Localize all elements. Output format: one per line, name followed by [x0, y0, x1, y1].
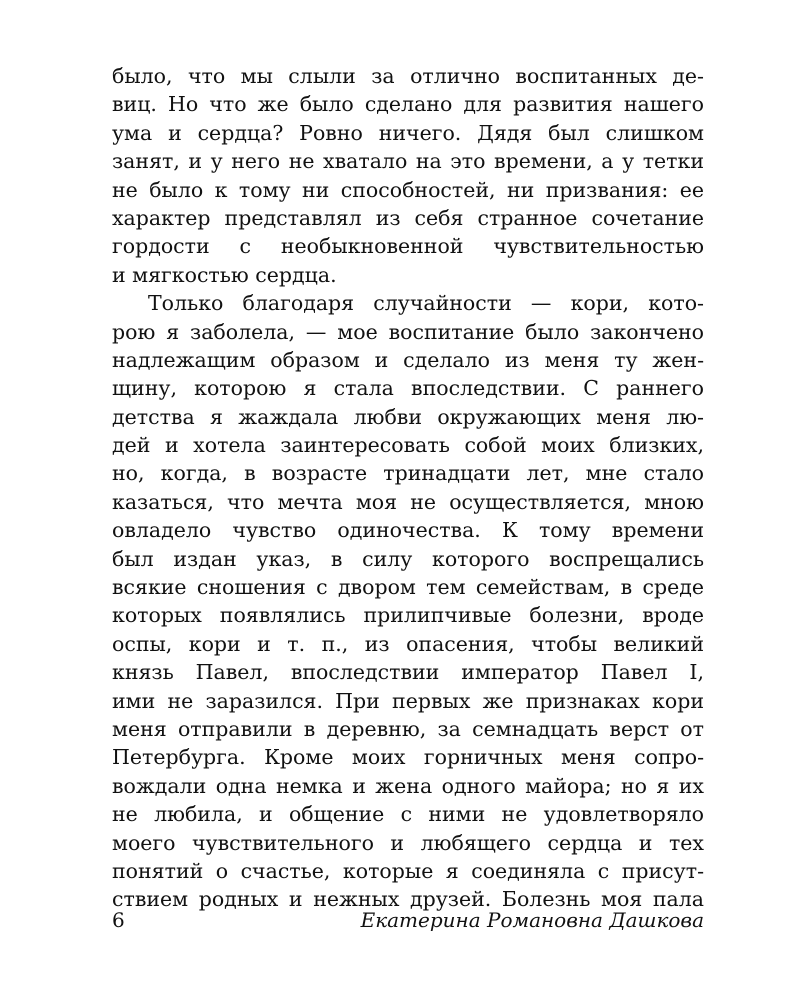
text-line: но, когда, в возрасте тринадцати лет, мне стало [112, 461, 704, 486]
paragraph [112, 289, 704, 914]
page-text [112, 62, 704, 914]
text-line: понятий о счастье, которые я соединяла с присут- [112, 858, 704, 883]
text-line: казаться, что мечта моя не осуществляется, мною [112, 489, 704, 514]
text-line: детства я жаждала любви окружающих меня лю- [112, 404, 704, 429]
text-line: занят, и у него не хватало на это времени, а у тетки [112, 149, 704, 174]
text-line: надлежащим образом и сделало из меня ту жен- [112, 347, 704, 372]
text-line: которых появлялись прилипчивые болезни, вроде [112, 603, 704, 628]
text-line: не любила, и общение с ними не удовлетворяло [112, 802, 704, 827]
text-line: характер представлял из себя странное сочетание [112, 205, 704, 230]
page-footer [112, 908, 704, 938]
text-line: щину, которою я стала впоследствии. С раннего [112, 376, 704, 401]
running-title: Екатерина Романовна Дашкова [360, 908, 704, 932]
page-number: 6 [112, 908, 125, 932]
text-line: ума и сердца? Ровно ничего. Дядя был слишком [112, 120, 704, 145]
text-line: моего чувствительного и любящего сердца и тех [112, 830, 704, 855]
text-line: меня отправили в деревню, за семнадцать верст от [112, 716, 704, 741]
text-line: оспы, кори и т. п., из опасения, чтобы великий [112, 631, 704, 656]
text-line: рою я заболела, — мое воспитание было закончено [112, 319, 704, 344]
text-line: не было к тому ни способностей, ни призвания: ее [112, 177, 704, 202]
text-line: дей и хотела заинтересовать собой моих близких, [112, 433, 704, 458]
text-line: Петербурга. Кроме моих горничных меня сопро- [112, 745, 704, 770]
text-line: ствием родных и нежных друзей. Болезнь моя пала [112, 887, 704, 912]
text-line: вождали одна немка и жена одного майора; но я их [112, 773, 704, 798]
text-line: князь Павел, впоследствии император Павел I, [112, 660, 704, 685]
text-line: был издан указ, в силу которого воспрещались [112, 546, 704, 571]
paragraph [112, 62, 704, 289]
text-line: и мягкостью сердца. [112, 262, 337, 287]
text-line: виц. Но что же было сделано для развития нашего [112, 92, 704, 117]
text-line: овладело чувство одиночества. К тому времени [112, 518, 704, 543]
text-line: ими не заразился. При первых же признаках кори [112, 688, 704, 713]
text-line: было, что мы слыли за отлично воспитанных де- [112, 64, 704, 88]
text-line: гордости с необыкновенной чувствительностью [112, 234, 704, 259]
text-line: всякие сношения с двором тем семействам, в среде [112, 575, 704, 600]
text-line: Только благодаря случайности — кори, кото- [148, 291, 704, 316]
